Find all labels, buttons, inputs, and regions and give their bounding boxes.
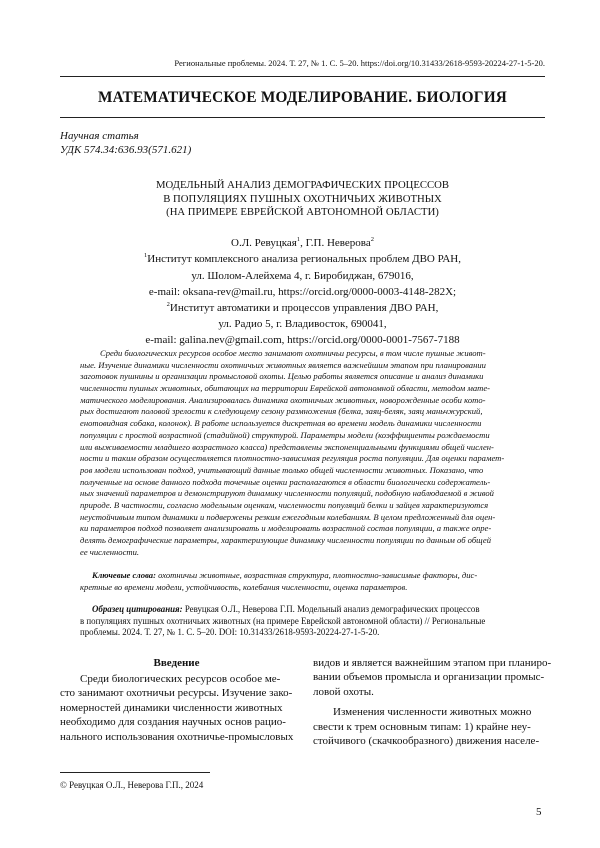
body-line: нального использования охотничье-промысловых xyxy=(60,730,294,743)
abstract-line: ее численности. xyxy=(80,546,140,557)
body-line: свести к трем основным типам: 1) крайне неу- xyxy=(313,720,531,733)
author-name: О.Л. Ревуцкая xyxy=(231,237,297,249)
keywords-text: кретные во времени модели, устойчивость, колебания численности, оценка параметров. xyxy=(80,581,408,592)
author-sup: 2 xyxy=(370,236,374,243)
abstract-line: полученные на основе данного подхода точечные оценки располагаются в области биологически содержатель- xyxy=(80,476,491,487)
left-column xyxy=(60,672,293,744)
keywords-label: Ключевые слова: xyxy=(92,570,156,580)
affiliation-line xyxy=(60,302,545,314)
body-line: видов и является важнейшим этапом при планиро- xyxy=(313,657,552,669)
title-line: В ПОПУЛЯЦИЯХ ПУШНЫХ ОХОТНИЧЬИХ ЖИВОТНЫХ xyxy=(163,192,442,205)
keywords xyxy=(80,570,545,593)
title-line: (НА ПРИМЕРЕ ЕВРЕЙСКОЙ АВТОНОМНОЙ ОБЛАСТИ) xyxy=(166,206,439,218)
footnote-rule xyxy=(60,772,210,773)
abstract-line: или выживаемости младшего возрастного класса) представлены экспоненциальными функциями общей числен- xyxy=(80,441,494,452)
abstract-line: рых достигают половой зрелости к следующему сезону размножения (белка, заяц-беляк, заяц маньчжурский, xyxy=(80,406,483,417)
body-line: ловой охоты. xyxy=(313,685,374,698)
keywords-text: охотничьи животные, возрастная структура, плотностно-зависимые факторы, дис- xyxy=(155,570,478,580)
abstract-line: делять демографические параметры, характеризующие динамику численности популяции по данным об общей xyxy=(80,535,491,545)
author-name: Г.П. Неверова xyxy=(305,237,371,249)
affiliation-text: Институт комплексного анализа региональных проблем ДВО РАН, xyxy=(147,253,461,265)
abstract-line: численности пушных животных, обитающих на территории Еврейской автономной области, методом мате- xyxy=(80,383,491,394)
abstract-line: енотовидная собака, колонок). В работе используется дискретная во времени модель динамики численности xyxy=(80,418,482,429)
article-type: Научная статья xyxy=(60,130,139,142)
affiliation-email: e-mail: oksana-rev@mail.ru, https://orcid.org/0000-0003-4148-282X; xyxy=(148,286,457,298)
affiliation-sup: 2 xyxy=(166,301,170,308)
right-column xyxy=(313,656,552,748)
title-line: МОДЕЛЬНЫЙ АНАЛИЗ ДЕМОГРАФИЧЕСКИХ ПРОЦЕССОВ xyxy=(155,179,450,191)
abstract-line: Среди биологических ресурсов особое место занимают охотничьи ресурсы, в том числе пушные живот- xyxy=(100,348,486,358)
affiliation-line: ул. Шолом-Алейхема 4, г. Биробиджан, 679016, xyxy=(191,270,414,282)
intro-heading: Введение xyxy=(153,657,200,669)
citation-text: проблемы. 2024. Т. 27, № 1. С. 5–20. DOI: 10.31433/2618-9593-20224-27-1-5-20. xyxy=(80,627,380,638)
abstract xyxy=(80,348,545,558)
citation-label: Образец цитирования: xyxy=(92,604,183,614)
abstract-line: матического моделирования. Анализировалась динамика охотничьих животных, новорожденные особи кото- xyxy=(80,394,486,405)
body-line: Среди биологических ресурсов особое ме- xyxy=(80,673,281,685)
body-line: стойчивого (скачкообразного) движения населе- xyxy=(313,734,540,747)
abstract-line: ности и таким образом осуществляется плотностно-зависимая регуляция роста популяции. Для оценки парамет- xyxy=(80,453,505,464)
section-rule xyxy=(60,117,545,118)
author-sep: , xyxy=(300,237,306,249)
abstract-line: ных значений параметров и демонстрируют динамику численности популяций, подобную наблюдаемой в живой xyxy=(80,488,494,499)
author-sup: 1 xyxy=(296,236,301,243)
abstract-line: природе. В частности, согласно модельным оценкам, численности популяций белки и зайцев характеризуются xyxy=(80,499,489,510)
citation-text: в популяциях пушных охотничьих животных (на примере Еврейской автономной области) // Региональные xyxy=(80,615,486,626)
abstract-line: популяции с простой возрастной (стадийной) структурой. Параметры модели (коэффициенты рождаемости xyxy=(80,429,490,440)
affiliation-line: ул. Радио 5, г. Владивосток, 690041, xyxy=(218,318,387,330)
citation xyxy=(80,604,545,639)
body-line: вании объемов промысла и организации промыс- xyxy=(313,671,545,684)
running-head: Региональные проблемы. 2024. Т. 27, № 1. С. 5–20. https://doi.org/10.31433/2618-9593-20224-27-1-5-20. xyxy=(174,58,545,68)
body-line: сто занимают охотничьи ресурсы. Изучение зако- xyxy=(60,687,293,700)
article-title xyxy=(60,179,545,220)
citation-text: Ревуцкая О.Л., Неверова Г.П. Модельный анализ демографических процессов xyxy=(182,604,480,614)
udk-code: УДК 574.34:636.93(571.621) xyxy=(60,144,192,156)
body-line: Изменения численности животных можно xyxy=(333,706,532,719)
affiliation-sup: 1 xyxy=(144,252,148,259)
section-heading: МАТЕМАТИЧЕСКОЕ МОДЕЛИРОВАНИЕ. БИОЛОГИЯ xyxy=(97,89,508,106)
body-line: необходимо для создания научных основ рацио- xyxy=(60,716,286,729)
abstract-line: неустойчивым типом динамики и подвержены резким ежегодным колебаниям. В целом предложенный для оцен- xyxy=(80,511,496,522)
affiliation-email: e-mail: galina.nev@gmail.com, https://orcid.org/0000-0001-7567-7188 xyxy=(145,334,460,346)
top-rule xyxy=(60,76,545,77)
body-line: номерностей динамики численности животных xyxy=(60,701,283,714)
affiliation-line xyxy=(60,253,545,265)
abstract-line: ки параметров подход позволяет анализировать и моделировать возрастной состав популяции, а также опре- xyxy=(80,523,492,534)
page-number: 5 xyxy=(536,806,542,818)
author-list xyxy=(60,237,545,249)
copyright: © Ревуцкая О.Л., Неверова Г.П., 2024 xyxy=(60,780,204,790)
abstract-line: заготовок пушнины и организации промысловой охоты. Целью работы является описание и анализ динамики xyxy=(80,371,484,382)
abstract-line: ные. Изучение динамики численности охотничьих животных является важнейшим этапом при планировании xyxy=(80,359,486,370)
affiliation-text: Институт автоматики и процессов управления ДВО РАН, xyxy=(169,302,439,314)
abstract-line: ров модели использован подход, учитывающий данные только общей численности животных. Показано, что xyxy=(80,464,484,475)
